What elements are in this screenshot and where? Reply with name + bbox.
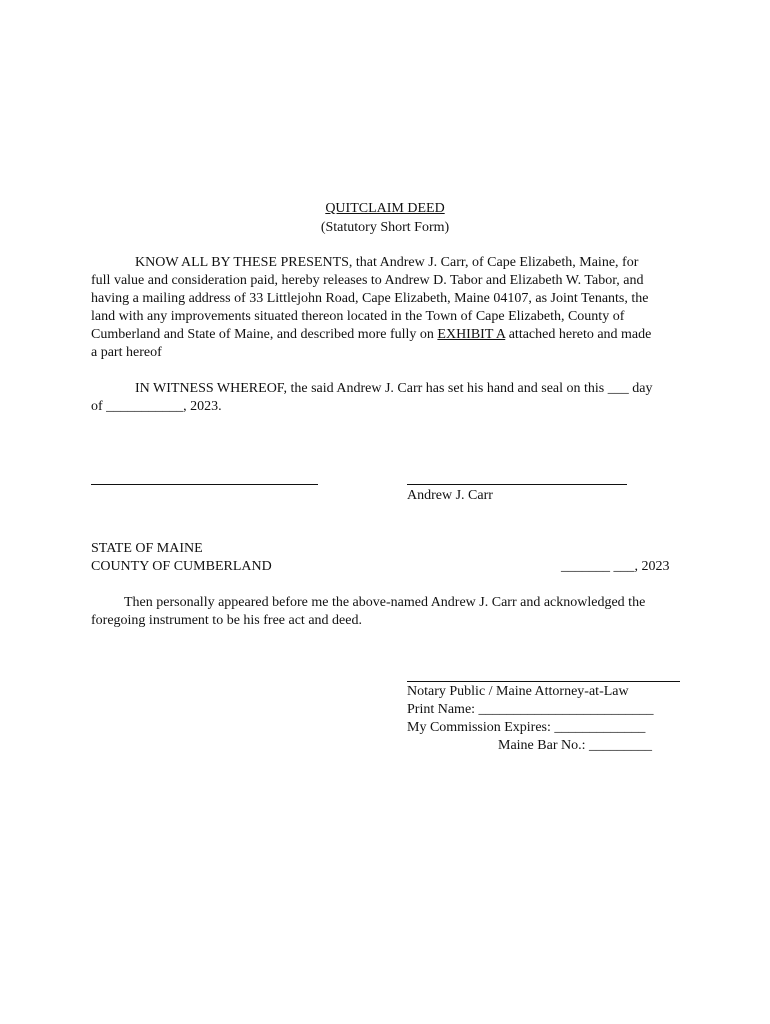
deed-title bbox=[0, 200, 770, 218]
exhibit-a-reference: EXHIBIT A bbox=[437, 327, 506, 342]
notary-bar-number: Maine Bar No.: _________ bbox=[498, 738, 652, 753]
grantor-signature-line bbox=[407, 484, 627, 485]
grant-line-5-pre: Cumberland and State of Maine, and described more fully on bbox=[91, 327, 438, 342]
acknowledgment-line-2: foregoing instrument to be his free act and deed. bbox=[91, 613, 362, 628]
witness-line-1: IN WITNESS WHEREOF, the said Andrew J. Carr has set his hand and seal on this ___ day bbox=[135, 381, 653, 396]
notary-title: Notary Public / Maine Attorney-at-Law bbox=[407, 684, 629, 699]
deed-subtitle: (Statutory Short Form) bbox=[320, 220, 450, 235]
grant-line-4: land with any improvements situated thereon located in the Town of Cape Elizabeth, County of bbox=[91, 309, 625, 324]
acknowledgment-line-1: Then personally appeared before me the above-named Andrew J. Carr and acknowledged the bbox=[124, 595, 646, 610]
witness-signature-line bbox=[91, 484, 318, 485]
grant-line-3: having a mailing address of 33 Littlejohn Road, Cape Elizabeth, Maine 04107, as Joint Tenants, the bbox=[91, 291, 649, 306]
county-label: COUNTY OF CUMBERLAND bbox=[91, 559, 272, 574]
signer-name: Andrew J. Carr bbox=[407, 488, 493, 503]
grant-line-2: full value and consideration paid, hereby releases to Andrew D. Tabor and Elizabeth W. Tabor, and bbox=[91, 273, 644, 288]
grant-line-5 bbox=[91, 326, 651, 344]
acknowledgment-date: _______ ___, 2023 bbox=[561, 559, 670, 574]
grant-line-6: a part hereof bbox=[91, 345, 162, 360]
notary-signature-line bbox=[407, 681, 680, 682]
grant-line-5-post: attached hereto and made bbox=[505, 327, 652, 342]
grant-line-1: KNOW ALL BY THESE PRESENTS, that Andrew J. Carr, of Cape Elizabeth, Maine, for bbox=[135, 255, 639, 270]
witness-line-2: of ___________, 2023. bbox=[91, 399, 222, 414]
notary-commission-expires: My Commission Expires: _____________ bbox=[407, 720, 646, 735]
state-label: STATE OF MAINE bbox=[91, 541, 203, 556]
deed-title-text: QUITCLAIM DEED bbox=[325, 201, 445, 216]
notary-print-name: Print Name: _________________________ bbox=[407, 702, 654, 717]
